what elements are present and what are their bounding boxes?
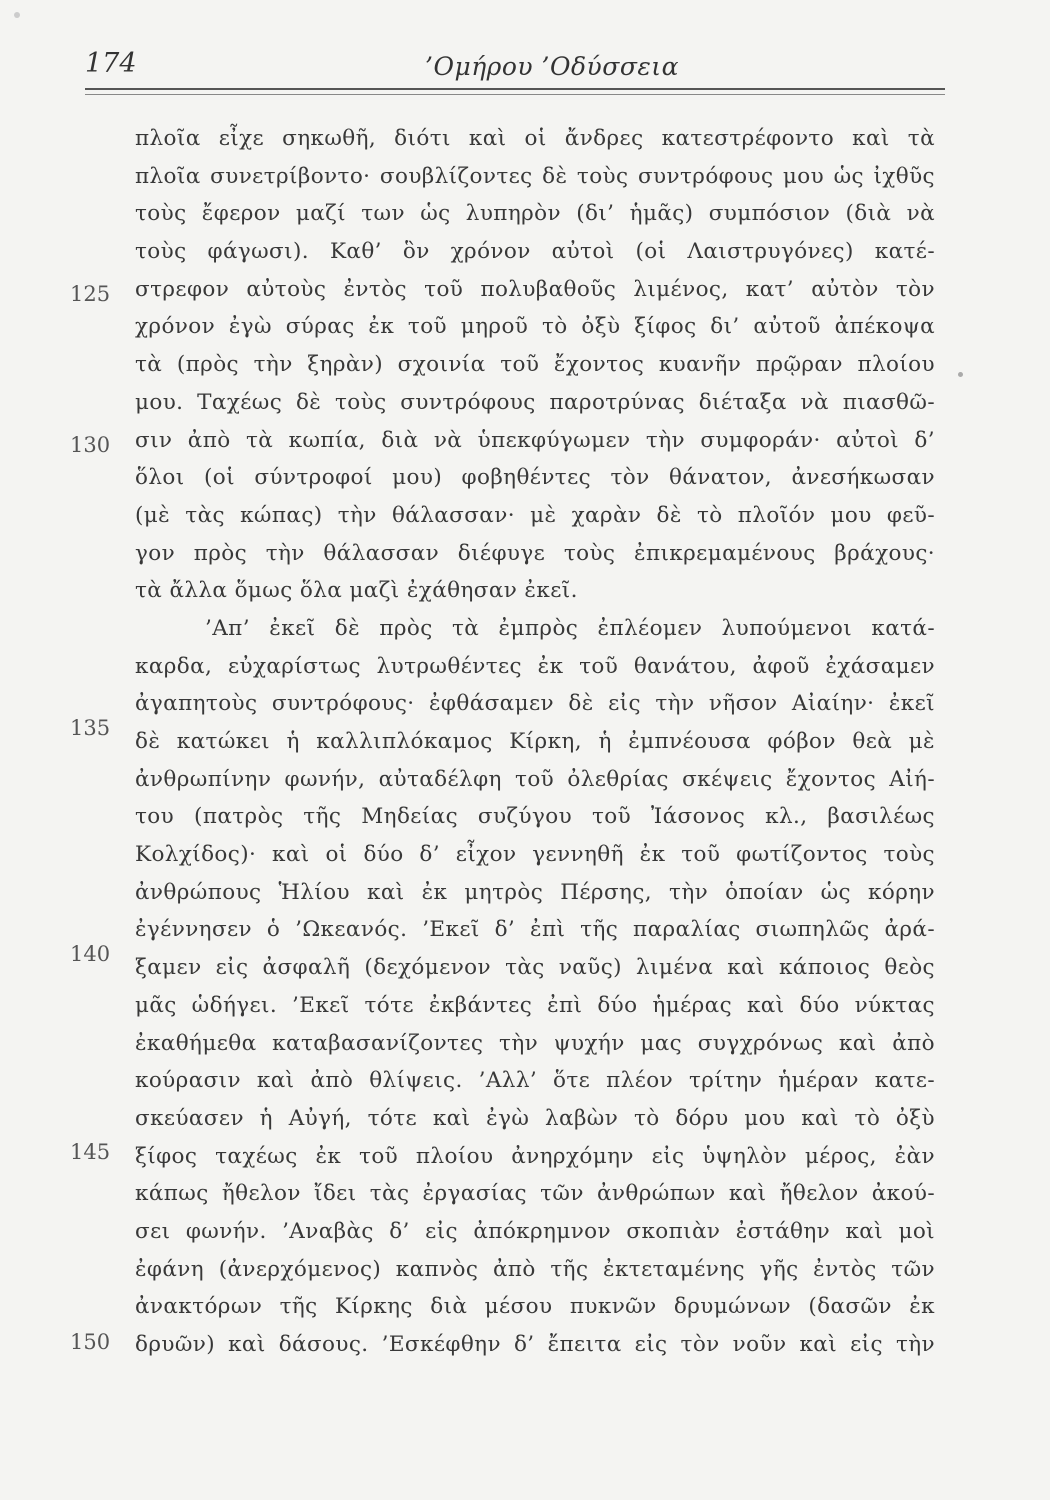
- text-line: πλοῖα συνετρίβοντο· σουβλίζοντες δὲ τοὺς συντρόφους μου ὡς ἰχθῦς: [135, 163, 935, 189]
- text-line: σιν ἀπὸ τὰ κωπία, διὰ νὰ ὑπεκφύγωμεν τὴν συμφοράν· αὐτοὶ δ’: [135, 427, 935, 453]
- line-number: 145: [70, 1140, 111, 1164]
- text-line: ἀνθρωπίνην φωνήν, αὐταδέλφη τοῦ ὀλεθρίας σκέψεις ἔχοντος Αἰή-: [135, 766, 935, 792]
- text-line: ἐφάνη (ἀνερχόμενος) καπνὸς ἀπὸ τῆς ἐκτεταμένης γῆς ἐντὸς τῶν: [135, 1256, 935, 1282]
- text-line: σει φωνήν. ’Αναβὰς δ’ εἰς ἀπόκρημνον σκοπιὰν ἐστάθην καὶ μοὶ: [135, 1218, 935, 1244]
- text-line: τὰ (πρὸς τὴν ξηρὰν) σχοινία τοῦ ἔχοντος κυανῆν πρῷραν πλοίου: [135, 352, 935, 378]
- text-line: ἐγέννησεν ὁ ’Ωκεανός. ’Εκεῖ δ’ ἐπὶ τῆς παραλίας σιωπηλῶς ἀρά-: [135, 917, 935, 943]
- text-line: χρόνον ἐγὼ σύρας ἐκ τοῦ μηροῦ τὸ ὀξὺ ξίφος δι’ αὐτοῦ ἀπέκοψα: [135, 314, 935, 340]
- text-line: γον πρὸς τὴν θάλασσαν διέφυγε τοὺς ἐπικρεμαμένους βράχους·: [135, 540, 935, 566]
- page-header: [85, 40, 945, 90]
- text-line: σκεύασεν ἡ Αὐγή, τότε καὶ ἐγὼ λαβὼν τὸ δόρυ μου καὶ τὸ ὀξὺ: [135, 1105, 935, 1131]
- text-line: ξαμεν εἰς ἀσφαλῆ (δεχόμενον τὰς ναῦς) λιμένα καὶ κάποιος θεὸς: [135, 955, 935, 981]
- text-line: δὲ κατώκει ἡ καλλιπλόκαμος Κίρκη, ἡ ἐμπνέουσα φόβον θεὰ μὲ: [135, 729, 935, 754]
- text-line: ὅλοι (οἱ σύντροφοί μου) φοβηθέντες τὸν θάνατον, ἀνεσήκωσαν: [135, 465, 935, 491]
- text-line: ἐκαθήμεθα καταβασανίζοντες τὴν ψυχήν μας συγχρόνως καὶ ἀπὸ: [135, 1030, 935, 1056]
- text-line: ἀγαπητοὺς συντρόφους· ἐφθάσαμεν δὲ εἰς τὴν νῆσον Αἰαίην· ἐκεῖ: [135, 691, 935, 717]
- running-title: ’Ομήρου ’Οδύσσεια: [425, 52, 679, 81]
- text-line: καρδα, εὐχαρίστως λυτρωθέντες ἐκ τοῦ θανάτου, ἀφοῦ ἐχάσαμεν: [135, 653, 935, 679]
- header-rule: [85, 88, 945, 90]
- text-line: Κολχίδος)· καὶ οἱ δύο δ’ εἶχον γεννηθῆ ἐκ τοῦ φωτίζοντος τοὺς: [135, 842, 935, 868]
- text-line: μου. Ταχέως δὲ τοὺς συντρόφους παροτρύνας διέταξα νὰ πιασθῶ-: [135, 389, 935, 415]
- text-line: ’Απ’ ἐκεῖ δὲ πρὸς τὰ ἐμπρὸς ἐπλέομεν λυπούμενοι κατά-: [205, 615, 935, 641]
- text-line: δρυῶν) καὶ δάσους. ’Εσκέφθην δ’ ἔπειτα εἰς τὸν νοῦν καὶ εἰς τὴν: [135, 1332, 935, 1357]
- text-line: (μὲ τὰς κώπας) τὴν θάλασσαν· μὲ χαρὰν δὲ τὸ πλοῖόν μου φεῦ-: [135, 502, 935, 528]
- line-number: 150: [70, 1330, 111, 1354]
- text-line: πλοῖα εἶχε σηκωθῆ, διότι καὶ οἱ ἄνδρες κατεστρέφοντο καὶ τὰ: [135, 126, 935, 151]
- line-number: 125: [70, 282, 111, 306]
- text-line: μᾶς ὡδήγει. ’Εκεῖ τότε ἐκβάντες ἐπὶ δύο ἡμέρας καὶ δύο νύκτας: [135, 992, 935, 1018]
- body-text: [135, 120, 935, 1364]
- text-line: του (πατρὸς τῆς Μηδείας συζύγου τοῦ Ἰάσονος κλ., βασιλέως: [135, 804, 935, 830]
- page-number: 174: [85, 48, 137, 79]
- text-line: τοὺς ἔφερον μαζί των ὡς λυπηρὸν (δι’ ἡμᾶς) συμπόσιον (διὰ νὰ: [135, 201, 935, 227]
- text-line: κούρασιν καὶ ἀπὸ θλίψεις. ’Αλλ’ ὅτε πλέον τρίτην ἡμέραν κατε-: [135, 1068, 935, 1094]
- text-line: τὰ ἄλλα ὅμως ὅλα μαζὶ ἐχάθησαν ἐκεῖ.: [135, 578, 578, 604]
- margin-speck: [958, 372, 963, 377]
- text-line: ξίφος ταχέως ἐκ τοῦ πλοίου ἀνηρχόμην εἰς ὑψηλὸν μέρος, ἐὰν: [135, 1143, 935, 1169]
- text-line: κάπως ἤθελον ἴδει τὰς ἐργασίας τῶν ἀνθρώπων καὶ ἤθελον ἀκού-: [135, 1181, 935, 1207]
- line-number: 135: [70, 716, 111, 740]
- page-speck: [14, 12, 20, 18]
- text-line: τοὺς φάγωσι). Καθ’ ὃν χρόνον αὐτοὶ (οἱ Λαιστρυγόνες) κατέ-: [135, 239, 935, 265]
- line-number: 140: [70, 942, 111, 966]
- text-line: ἀνακτόρων τῆς Κίρκης διὰ μέσου πυκνῶν δρυμώνων (δασῶν ἐκ: [135, 1294, 935, 1320]
- text-line: στρεφον αὐτοὺς ἐντὸς τοῦ πολυβαθοῦς λιμένος, κατ’ αὐτὸν τὸν: [135, 276, 935, 302]
- text-line: ἀνθρώπους Ἡλίου καὶ ἐκ μητρὸς Πέρσης, τὴν ὁποίαν ὡς κόρην: [135, 879, 935, 905]
- header-rule-thin: [85, 94, 945, 95]
- line-number: 130: [70, 433, 111, 457]
